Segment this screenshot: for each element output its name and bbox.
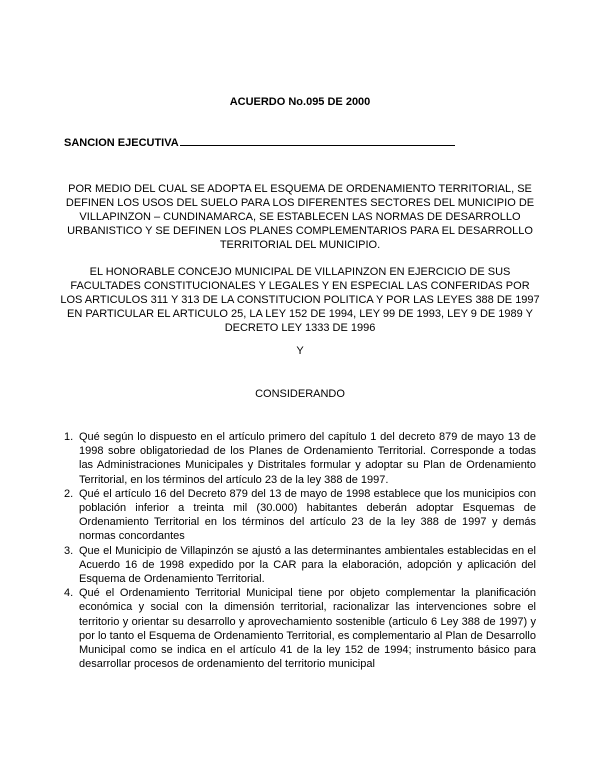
list-item-text: Qué el Ordenamiento Territorial Municipal tiene por objeto complementar la planificación económica y social con la dimensión territorial, racionalizar las intervenciones sobre el territorio y orientar su desarrollo y aprovechamiento sostenible (articulo 6 Ley 388 de 1997) y por lo tanto el Esquema de Ordenamiento Territorial, es complementario al Plan de Desarrollo Municipal como se indica en el artículo 41 de la ley 152 de 1994; instrumento básico para desarrollar procesos de ordenamiento del territorio municipal	[79, 587, 536, 671]
list-item-text: Qué el artículo 16 del Decreto 879 del 13 de mayo de 1998 establece que los municipios con población inferior a treinta mil (30.000) habitantes deberán adoptar Esquemas de Ordenamiento Territorial en los términos del artículo 23 de la ley 388 de 1997 y demás normas concordantes	[79, 487, 536, 543]
considerando-list	[64, 430, 536, 671]
list-item	[64, 544, 536, 587]
list-item	[64, 487, 536, 544]
list-item-number: 4.	[64, 587, 74, 600]
list-item-text: Que el Municipio de Villapinzón se ajustó a las determinantes ambientales establecidas en el Acuerdo 16 de 1998 expedido por la CAR para la elaboración, adopción y aplicación del Esquema de Ordenamiento Territorial.	[79, 544, 536, 586]
list-item-number: 3.	[64, 544, 74, 557]
list-item-number: 2.	[64, 487, 74, 500]
list-item-text: Qué según lo dispuesto en el artículo primero del capítulo 1 del decreto 879 de mayo 13 de 1998 sobre obligatoriedad de los Planes de Ordenamiento Territorial. Corresponde a todas las Administraciones Municipales y Distritales formular y adoptar su Plan de Ordenamiento Territorial, en los términos del artículo 23 de la ley 388 de 1997.	[79, 431, 536, 486]
signature-blank-line	[180, 135, 455, 146]
intro-paragraph: POR MEDIO DEL CUAL SE ADOPTA EL ESQUEMA DE ORDENAMIENTO TERRITORIAL, SE DEFINEN LOS USOS DEL SUELO PARA LOS DIFERENTES SECTORES DEL MUNICIPIO DE VILLAPINZON – CUNDINAMARCA, SE ESTABLECEN LAS NORMAS DE DESARROLLO URBANISTICO Y SE DEFINEN LOS PLANES COMPLEMENTARIOS PARA EL DESARROLLO TERRITORIAL DEL MUNICIPIO.	[65, 183, 535, 251]
list-item	[64, 430, 536, 487]
considerando-heading: CONSIDERANDO	[255, 388, 345, 400]
list-item-number: 1.	[64, 431, 74, 443]
connector-text: Y	[296, 345, 304, 357]
sancion-label: SANCION EJECUTIVA	[64, 137, 179, 149]
document-title: ACUERDO No.095 DE 2000	[229, 96, 371, 108]
council-paragraph: EL HONORABLE CONCEJO MUNICIPAL DE VILLAPINZON EN EJERCICIO DE SUS FACULTADES CONSTITUCIONALES Y LEGALES Y EN ESPECIAL LAS CONFERIDAS POR LOS ARTICULOS 311 Y 313 DE LA CONSTITUCION POLITICA Y POR LAS LEYES 388 DE 1997 EN PARTICULAR EL ARTICULO 25, LA LEY 152 DE 1994, LEY 99 DE 1993, LEY 9 DE 1989 Y DECRETO LEY 1333 DE 1996	[60, 266, 540, 334]
sancion-ejecutiva-line	[64, 135, 455, 149]
list-item	[64, 586, 536, 671]
